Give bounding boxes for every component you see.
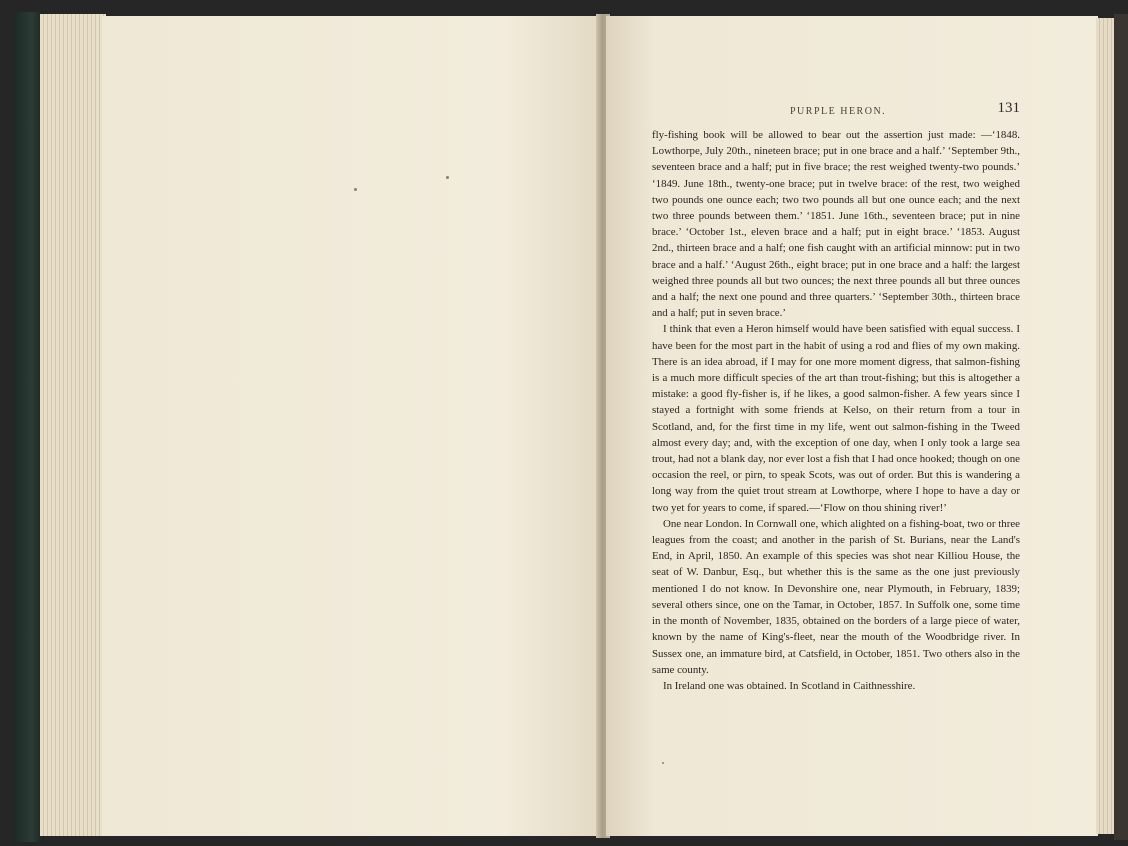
paragraph: In Ireland one was obtained. In Scotland in Caithnesshire. [663, 679, 916, 692]
running-title: PURPLE HERON. [790, 106, 887, 117]
page-header [650, 100, 1020, 122]
book-cover-right [1114, 14, 1128, 840]
page-edges-left [40, 14, 106, 836]
paper-speck [446, 176, 449, 179]
page-number: 131 [997, 100, 1020, 116]
paragraph: fly-fishing book will be allowed to bear out the assertion just made: —‘1848. Lowthorpe, July 20th., nineteen brace; put in one brace and a half.’ ‘September 9th., seventeen brace and a half; put in five brace; the rest weighed twenty-two pounds.’ ‘1849. June 18th., twenty-one brace; put in twelve brace: of the rest, two weighed two pounds one ounce each; two two pounds all but one ounce each; and the next two three pounds between them.’ ‘1851. June 16th., seventeen brace; put in nine brace.’ ‘October 1st., eleven brace and a half; put in eight brace.’ ‘1853. August 2nd., thirteen brace and a half; one fish caught with an artificial minnow: put in two brace and a half.’ ‘August 26th., eight brace; put in one brace and a half: the largest weighed three pounds all but two ounces; the next three pounds all but three ounces and a half; the next one pound and three quarters.’ ‘September 30th., thirteen brace and a half; put in seven brace.’ [652, 129, 1020, 320]
paragraph: I think that even a Heron himself would have been satisfied with equal success. I have been for the most part in the habit of using a rod and flies of my own making. There is an idea abroad, if I may for one more moment digress, that salmon-fishing is a much more difficult species of the art than trout-fishing; but this is altogether a mistake: a good fly-fisher is, if he likes, a good salmon-fisher. A few years since I stayed a fortnight with some friends at Kelso, on their return from a tour in Scotland, and, for the first time in my life, went out salmon-fishing in the Tweed almost every day; and, with the exception of one day, when I only took a large sea trout, had not a blank day, nor ever lost a fish that I had once hooked; though on one occasion the reel, or pirn, to speak Scots, was out of order. But this is wandering a long way from the quiet trout stream at Lowthorpe, where I hope to have a day or two yet for years to come, if spared.—‘Flow on thou shining river!’ [652, 323, 1020, 514]
paragraph: One near London. In Cornwall one, which alighted on a fishing-boat, two or three leagues from the coast; and another in the parish of St. Burians, near the Land's End, in April, 1850. An example of this species was shot near Killiou House, the seat of W. Danbur, Esq., but whether this is the same as the one just previously mentioned I do not know. In Devonshire one, near Plymouth, in February, 1839; several others since, one on the Tamar, in October, 1857. In Suffolk one, some time in the month of November, 1835, obtained on the borders of a large piece of water, known by the name of King's-fleet, near the mouth of the Woodbridge river. In Sussex one, an immature bird, at Catsfield, in October, 1851. Two others also in the same county. [652, 517, 1020, 676]
paper-speck [354, 188, 357, 191]
body-text [652, 127, 1020, 694]
page-edges-right [1096, 18, 1116, 834]
blank-left-page [102, 16, 604, 836]
paper-speck [662, 762, 664, 764]
